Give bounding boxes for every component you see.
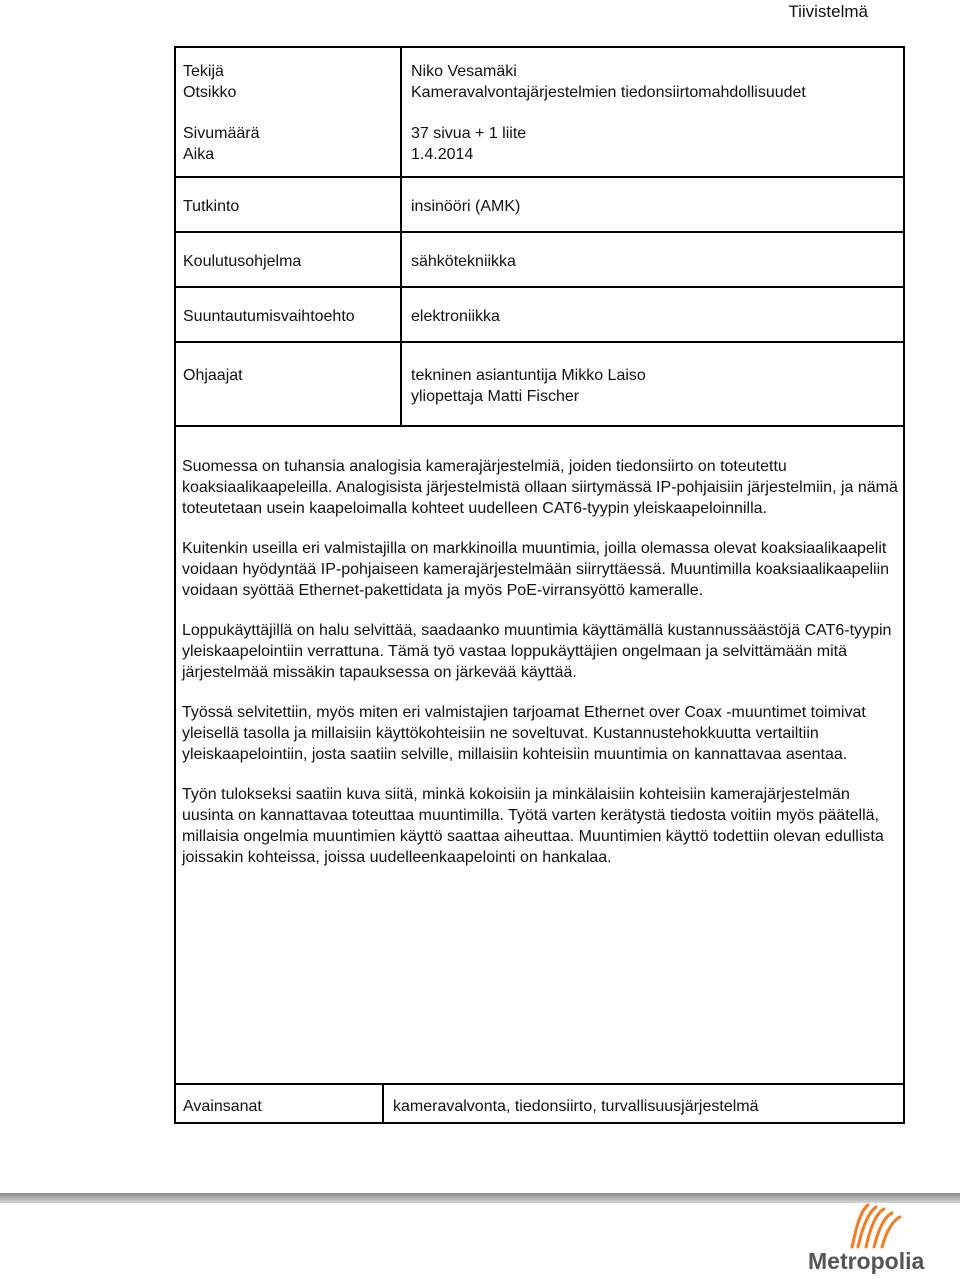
supervisor-1: tekninen asiantuntija Mikko Laiso	[411, 367, 646, 384]
option-value: elektroniikka	[411, 308, 500, 325]
page-header-title: Tiivistelmä	[788, 2, 868, 21]
metropolia-m-mark-icon	[852, 1205, 900, 1247]
degree-value: insinööri (AMK)	[411, 198, 521, 215]
metropolia-logo	[800, 1199, 950, 1274]
programme-value: sähkötekniikka	[411, 253, 516, 270]
degree-label: Tutkinto	[183, 198, 240, 215]
option-label: Suuntautumisvaihtoehto	[183, 308, 355, 325]
supervisor-2: yliopettaja Matti Fischer	[411, 388, 580, 405]
metropolia-logo-text: Metropolia	[808, 1248, 925, 1274]
supervisors-label: Ohjaajat	[183, 367, 243, 384]
row-divider-5	[174, 425, 905, 427]
column-divider-top	[400, 46, 402, 427]
abstract-paragraph-2: Kuitenkin useilla eri valmistajilla on markkinoilla muuntimia, joilla olemassa olevat koaksiaalikaapelit voidaan hyödyntää IP-pohjaiseen kamerajärjestelmään siirryttäessä. Muuntimilla koaksiaalikaapeliin voidaan syöttää Ethernet-pakettidata ja myös PoE-virransyöttö kameralle.	[182, 540, 890, 599]
row-divider-1	[174, 176, 905, 178]
title-label: Otsikko	[183, 84, 237, 101]
date-label: Aika	[183, 146, 215, 163]
column-divider-keywords	[382, 1083, 384, 1124]
abstract-body	[182, 456, 898, 887]
author-value: Niko Vesamäki	[411, 63, 517, 80]
abstract-paragraph-4: Työssä selvitettiin, myös miten eri valmistajien tarjoamat Ethernet over Coax -muuntimet toimivat yleisellä tasolla ja millaisiin käyttökohteisiin ne soveltuvat. Kustannustehokkuutta vertailtiin yleiskaapelointiin, josta saatiin selville, millaisiin kohteisiin muuntimia on kannattavaa asentaa.	[182, 704, 866, 763]
date-value: 1.4.2014	[411, 146, 474, 163]
row-divider-keywords	[174, 1083, 905, 1085]
title-value: Kameravalvontajärjestelmien tiedonsiirtomahdollisuudet	[411, 84, 806, 101]
keywords-label: Avainsanat	[183, 1098, 262, 1115]
pages-label: Sivumäärä	[183, 125, 260, 142]
row-divider-2	[174, 231, 905, 233]
author-label: Tekijä	[183, 63, 224, 80]
abstract-paragraph-3: Loppukäyttäjillä on halu selvittää, saadaanko muuntimia käyttämällä kustannussäästöjä CAT6-tyypin yleiskaapelointiin verrattuna. Tämä työ vastaa loppukäyttäjien ongelmaan ja selvittämään mitä järjestelmää missäkin tapauksessa on järkevää käyttää.	[182, 622, 892, 681]
row-divider-4	[174, 341, 905, 343]
programme-label: Koulutusohjelma	[183, 253, 302, 270]
keywords-value: kameravalvonta, tiedonsiirto, turvallisuusjärjestelmä	[393, 1098, 759, 1115]
abstract-paragraph-1: Suomessa on tuhansia analogisia kamerajärjestelmiä, joiden tiedonsiirto on toteutettu koaksiaalikaapeleilla. Analogisista järjestelmistä ollaan siirtymässä IP-pohjaisiin järjestelmiin, ja nämä toteutetaan usein kaapeloimalla kohteet uudelleen CAT6-tyypin yleiskaapeloinnilla.	[182, 458, 898, 517]
row-divider-3	[174, 286, 905, 288]
pages-value: 37 sivua + 1 liite	[411, 125, 527, 142]
abstract-paragraph-5: Työn tulokseksi saatiin kuva siitä, minkä kokoisiin ja minkälaisiin kohteisiin kamerajärjestelmän uusinta on kannattavaa toteuttaa muuntimilla. Työtä varten kerätystä tiedosta voitiin myös päätellä, millaisia ongelmia muuntimien käyttö saattaa aiheuttaa. Muuntimien käyttö todettiin olevan edullista joissakin kohteissa, joissa uudelleenkaapelointi on hankalaa.	[182, 786, 884, 866]
